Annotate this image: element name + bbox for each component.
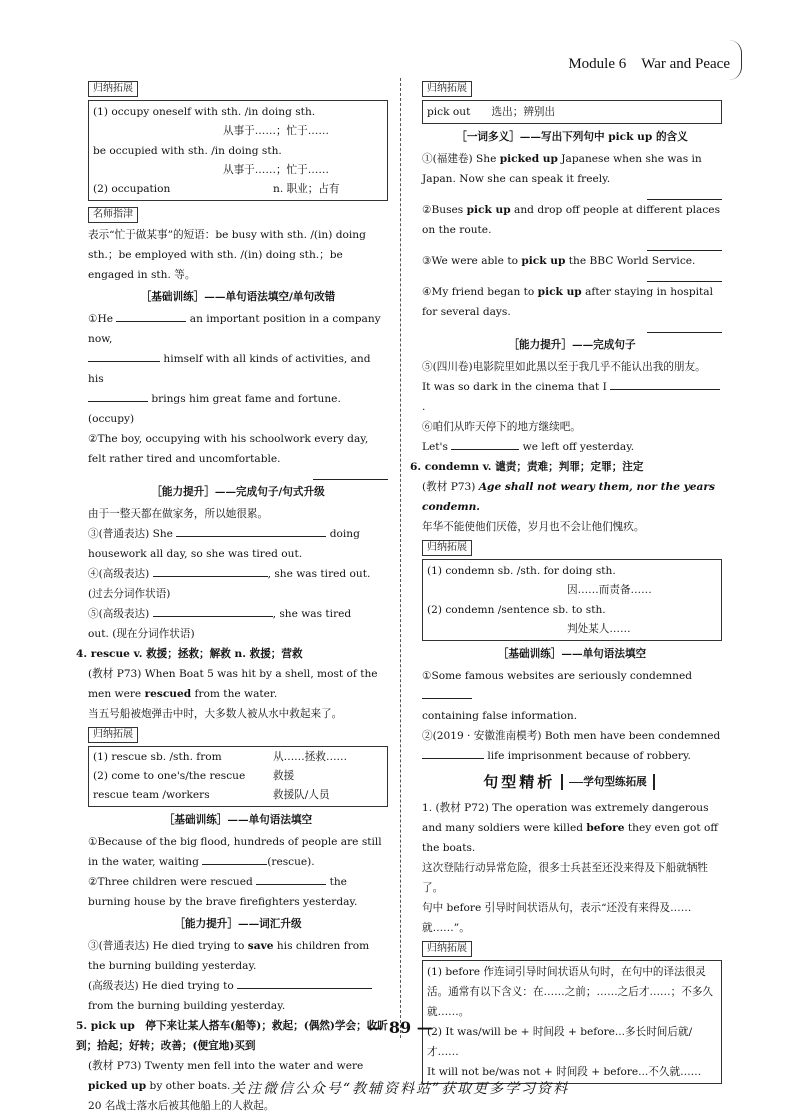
- box-line: 因……而责备……: [567, 584, 652, 596]
- answer-blank[interactable]: [202, 852, 267, 865]
- q-text: , she was tired out.: [267, 568, 371, 580]
- tag-summary: 归纳拓展: [88, 81, 138, 97]
- question: It was so dark in the cinema that I .: [422, 377, 722, 417]
- q-key: pick up: [537, 286, 582, 298]
- box-line: (1) occupy oneself with sth. /in doing sth.: [93, 106, 316, 118]
- translation: 这次登陆行动异常危险，很多士兵甚至还没来得及下船就牺牲了。: [422, 862, 709, 894]
- box-line: 从事于……；忙于……: [223, 125, 329, 137]
- answer-blank[interactable]: [451, 437, 519, 450]
- box-cell: 救援: [273, 770, 295, 782]
- q-text: we left off yesterday.: [522, 441, 635, 453]
- ex-text: (教材 P73) When Boat 5 was hit by a shell, most of the men were: [88, 668, 378, 700]
- question: [422, 437, 722, 457]
- q-text: ⑤(高级表达): [88, 608, 150, 620]
- question: containing false information.: [422, 710, 578, 722]
- box-cell: rescue team /workers: [93, 789, 210, 801]
- answer-blank[interactable]: [88, 349, 160, 362]
- question: ②(2019 · 安徽淮南模考) Both men have been condemned: [422, 730, 721, 742]
- section-bar: [561, 774, 563, 790]
- question: [422, 149, 722, 189]
- section-bar: [653, 774, 655, 790]
- answer-blank[interactable]: [647, 240, 722, 251]
- box-line: be occupied with sth. /in doing sth.: [93, 145, 282, 157]
- ex-key: picked up: [88, 1080, 147, 1092]
- q-key: pick up: [466, 204, 511, 216]
- answer-blank[interactable]: [647, 322, 722, 333]
- answer-blank[interactable]: [237, 976, 372, 989]
- q-text: himself with all kinds of activities, and his: [88, 353, 371, 385]
- ex-text: by other boats.: [149, 1080, 231, 1092]
- q-key: save: [247, 940, 274, 952]
- question: out. (现在分词作状语): [88, 628, 195, 640]
- answer-blank[interactable]: [256, 872, 326, 885]
- left-column: [76, 78, 388, 1116]
- box-row: [93, 748, 383, 767]
- question: [88, 936, 388, 976]
- q-text: ③(普通表达) She: [88, 528, 173, 540]
- q-text: Let's: [422, 441, 448, 453]
- box-cell: pick out: [427, 106, 471, 118]
- q-key: pick up: [521, 255, 566, 267]
- box-cell: (2) come to one's/the rescue: [93, 770, 246, 782]
- q-text: ①He: [88, 313, 114, 325]
- q-text: (rescue).: [267, 856, 315, 868]
- translation: 年华不能使他们厌倦，岁月也不会让他们愧疚。: [422, 521, 645, 533]
- box-line: 判处某人……: [567, 623, 631, 635]
- box-line: 从事于……；忙于……: [223, 164, 329, 176]
- answer-blank[interactable]: [610, 377, 720, 390]
- box-line: (1) before 作连词引导时间状语从句时，在句中的译法很灵活。通常有以下含义：在……之前；……之后才……；不多久就……。: [427, 966, 714, 1018]
- box-cell: 从……拯救……: [273, 751, 348, 763]
- q-text: after staying in hospital for several days.: [422, 286, 713, 318]
- q-text: life imprisonment because of robbery.: [487, 750, 691, 762]
- pick-out-box: [422, 100, 722, 124]
- box-row: [93, 767, 383, 786]
- sentence: ⑤(四川卷)电影院里如此黑以至于我几乎不能认出我的朋友。: [422, 361, 706, 373]
- box-cell: n. 职业；占有: [273, 183, 340, 195]
- ex-text: (教材 P73): [422, 481, 476, 493]
- question: [88, 349, 388, 389]
- question: [88, 524, 388, 544]
- question: [88, 309, 388, 349]
- answer-blank[interactable]: [313, 469, 388, 480]
- exercise-title: ［基础训练］——单句语法填空: [497, 648, 647, 660]
- sentence: ⑥咱们从昨天停下的地方继续吧。: [422, 421, 581, 433]
- q-text: ①Some famous websites are seriously condemned: [422, 670, 693, 682]
- p-key: before: [586, 822, 625, 834]
- entry-title-rescue: 4. rescue v. 救援；拯救；解救 n. 救援；营救: [76, 648, 303, 660]
- q-text: his children from the burning building yesterday.: [88, 940, 370, 972]
- question: housework all day, so she was tired out.: [88, 548, 303, 560]
- q-text: ③We were able to: [422, 255, 518, 267]
- pattern: [422, 798, 722, 858]
- q-text: ④My friend began to: [422, 286, 535, 298]
- box-line: (1) condemn sb. /sth. for doing sth.: [427, 565, 616, 577]
- q-text: It was so dark in the cinema that I: [422, 381, 607, 393]
- q-text: ④(高级表达): [88, 568, 150, 580]
- ex-key: rescued: [144, 688, 192, 700]
- header-bracket-decoration: [729, 40, 742, 80]
- tag-tip: 名师指津: [88, 207, 138, 223]
- section-heading: [422, 772, 722, 792]
- ex-text: (教材 P73) Twenty men fell into the water and were: [88, 1060, 364, 1072]
- box-cell: (1) rescue sb. /sth. from: [93, 751, 222, 763]
- exercise-title: ［基础训练］——单句语法填空/单句改错: [140, 291, 336, 303]
- rescue-box: [88, 746, 388, 807]
- question: [422, 251, 722, 271]
- q-text: ③(普通表达) He died trying to: [88, 940, 245, 952]
- ex-text: from the water.: [194, 688, 278, 700]
- tag-summary: 归纳拓展: [422, 540, 472, 556]
- column-divider: [400, 78, 401, 1038]
- exercise-title: ［能力提升］——词汇升级: [174, 918, 302, 930]
- question: [422, 666, 722, 706]
- example: [88, 664, 388, 704]
- answer-blank[interactable]: [153, 564, 268, 577]
- entry-title-condemn: 6. condemn v. 谴责；责难；判罪；定罪；注定: [410, 461, 644, 473]
- sentence: 由于一整天都在做家务，所以她很累。: [88, 508, 269, 520]
- q-text: the BBC World Service.: [568, 255, 696, 267]
- explanation: 句中 before 引导时间状语从句，表示“还没有来得及……就……”。: [422, 902, 692, 934]
- p-text: they even got off the boats.: [422, 822, 718, 854]
- q-text: , she was tired: [272, 608, 352, 620]
- tag-summary: 归纳拓展: [422, 81, 472, 97]
- q-text: brings him great fame and fortune. (occupy): [88, 393, 341, 425]
- q-text: (高级表达) He died trying to: [88, 980, 234, 992]
- entry-title-pick-up: 5. pick up 停下来让某人搭车(船等)；救起；(偶然)学会；收听到；拾起；好转；改善；(便宜地)买到: [76, 1020, 388, 1052]
- box-line: (2) condemn /sentence sb. to sth.: [427, 604, 606, 616]
- box-line: It will not be/was not + 时间段 + before...不久就……: [427, 1066, 702, 1078]
- box-cell: (2) occupation: [93, 183, 171, 195]
- answer-blank[interactable]: [116, 309, 186, 322]
- occupy-box: [88, 100, 388, 201]
- box-cell: 救援队/人员: [273, 789, 330, 801]
- exercise-title: ［能力提升］——完成句子: [508, 339, 636, 351]
- page-number: — 89 —: [367, 1018, 433, 1037]
- question: [88, 976, 388, 996]
- question: [88, 389, 388, 429]
- ex-key: Age shall not weary them, nor the years condemn.: [422, 481, 715, 513]
- tag-summary: 归纳拓展: [422, 941, 472, 957]
- answer-blank[interactable]: [176, 524, 326, 537]
- question: from the burning building yesterday.: [88, 1000, 286, 1012]
- question: [422, 282, 722, 322]
- box-line: (2) It was/will be + 时间段 + before...多长时间后就/才……: [427, 1026, 693, 1058]
- q-text: ①(福建卷) She: [422, 153, 497, 165]
- q-text: ②Three children were rescued: [88, 876, 253, 888]
- q-text: ②Buses: [422, 204, 464, 216]
- question: [422, 200, 722, 240]
- question: (过去分词作状语): [88, 588, 171, 600]
- question: [88, 604, 388, 624]
- answer-blank[interactable]: [153, 604, 273, 617]
- box-row: [93, 180, 383, 199]
- question: [88, 564, 388, 584]
- question: ②The boy, occupying with his schoolwork every day, felt rather tired and uncomfortable.: [88, 433, 369, 465]
- answer-blank[interactable]: [422, 746, 484, 759]
- box-cell: 选出；辨别出: [491, 106, 556, 118]
- q-text: the burning house by the brave firefighters yesterday.: [88, 876, 358, 908]
- p-text: 1. (教材 P72) The operation was extremely dangerous and many soldiers were killed: [422, 802, 709, 834]
- q-text: Japanese when she was in Japan. Now she can speak it freely.: [422, 153, 702, 185]
- q-text: and drop off people at different places on the route.: [422, 204, 721, 236]
- question: [422, 746, 722, 766]
- answer-blank[interactable]: [422, 686, 472, 699]
- q-text: ①Because of the big flood, hundreds of people are still in the water, waiting: [88, 836, 382, 868]
- section-subtitle: 学句型练拓展: [583, 776, 647, 788]
- condemn-box: [422, 559, 722, 641]
- exercise-title: ［基础训练］——单句语法填空: [163, 814, 313, 826]
- answer-blank[interactable]: [647, 271, 722, 282]
- translation: 20 名战士落水后被其他船上的人救起。: [88, 1100, 275, 1112]
- footer-note: 关注微信公众号“教辅资料站”获取更多学习资料: [230, 1081, 570, 1097]
- question: [88, 872, 388, 912]
- exercise-title: ［一词多义］——写出下列句中 pick up 的含义: [456, 131, 688, 143]
- section-title: 句型精析: [483, 773, 556, 791]
- example: [422, 477, 722, 517]
- translation: 当五号船被炮弹击中时，大多数人被从水中救起来了。: [88, 708, 343, 720]
- tip-text: 表示“忙于做某事”的短语：be busy with sth. /(in) doing sth.；be employed with sth. /(in) doing sth.；be engaged in sth. 等。: [88, 229, 366, 281]
- exercise-title: ［能力提升］——完成句子/句式升级: [151, 486, 325, 498]
- q-text: doing: [329, 528, 360, 540]
- answer-blank[interactable]: [647, 189, 722, 200]
- question: [88, 832, 388, 872]
- answer-blank[interactable]: [88, 389, 148, 402]
- section-line: [569, 782, 583, 783]
- tag-summary: 归纳拓展: [88, 727, 138, 743]
- q-key: picked up: [499, 153, 558, 165]
- right-column: [410, 78, 722, 1087]
- q-text: an important position in a company now,: [88, 313, 381, 345]
- running-header: Module 6 War and Peace: [568, 56, 730, 72]
- box-row: [93, 786, 383, 805]
